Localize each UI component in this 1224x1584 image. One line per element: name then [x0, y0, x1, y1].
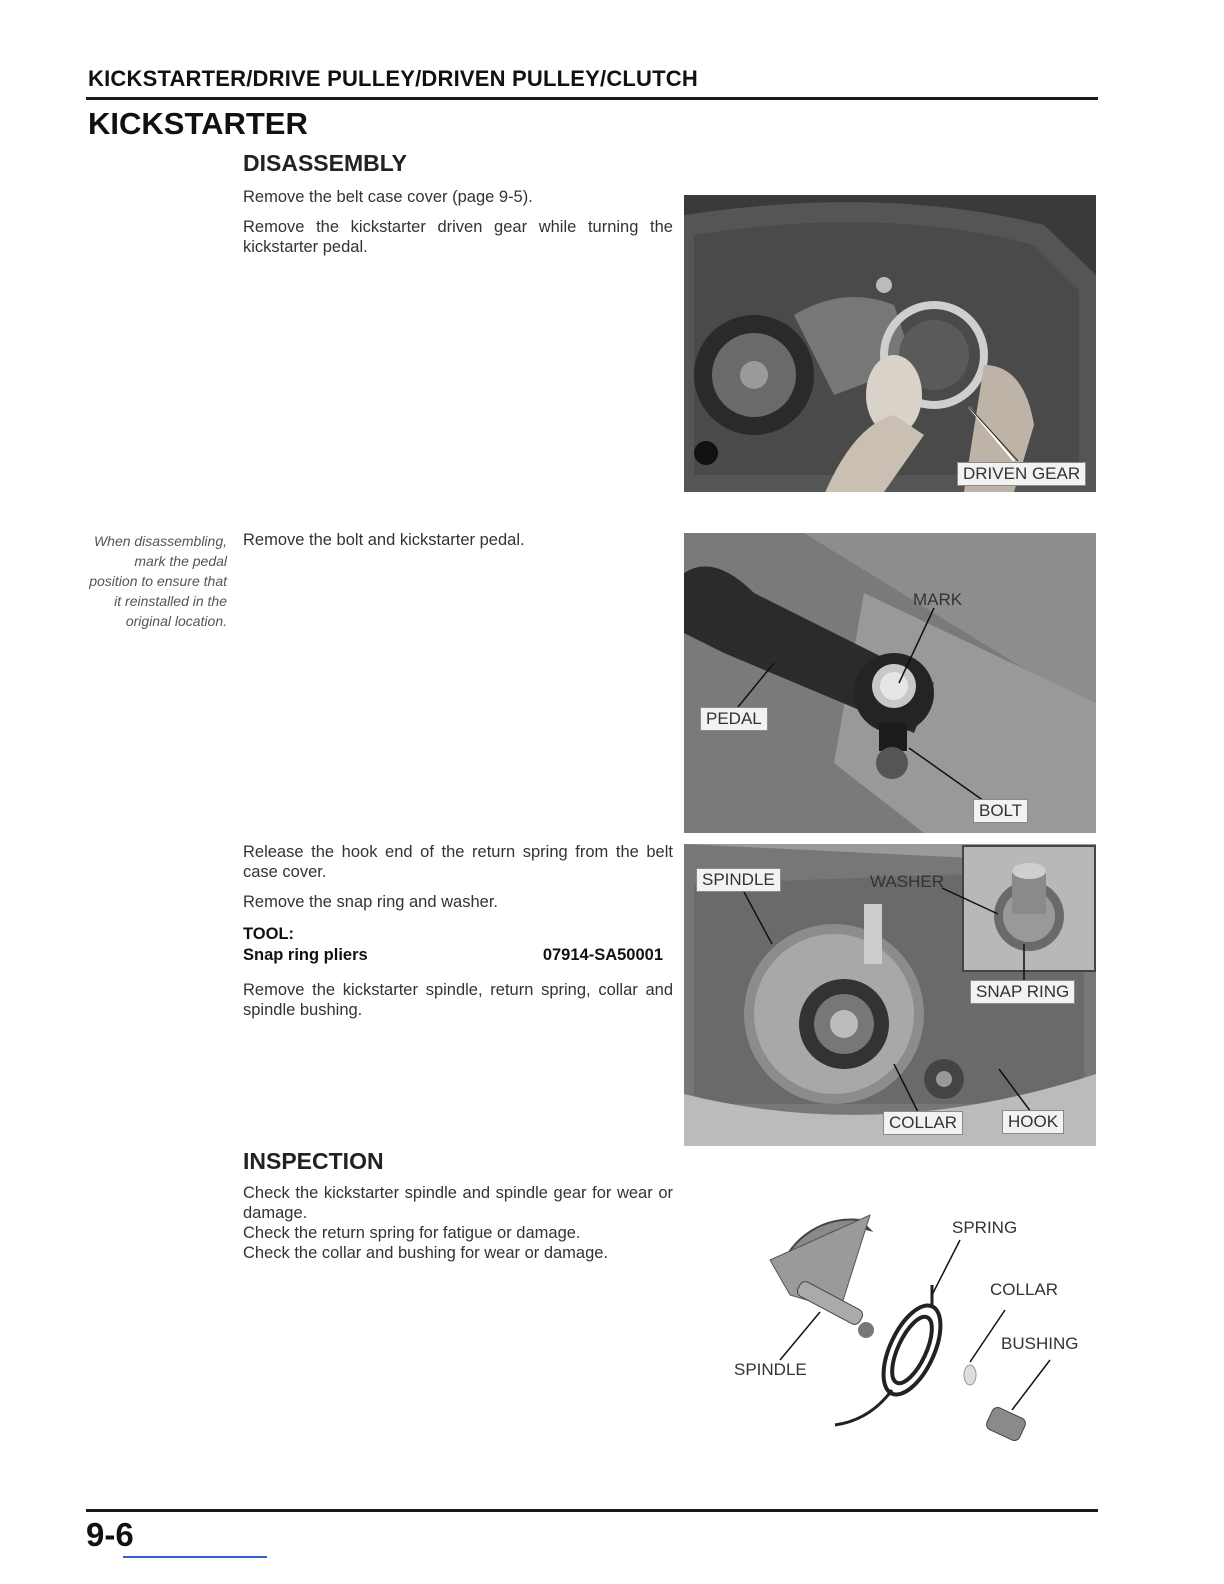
step-remove-cover	[243, 187, 673, 207]
driven-gear-label: DRIVEN GEAR	[957, 462, 1086, 486]
step-1-text: Remove the belt case cover (page 9-5).	[243, 188, 533, 206]
collar-label: COLLAR	[883, 1111, 963, 1135]
inspection-heading: INSPECTION	[243, 1148, 384, 1174]
step-remove-pedal	[243, 530, 673, 550]
spring-label: SPRING	[952, 1218, 1018, 1237]
page-number: 9-6	[86, 1516, 134, 1553]
collar-part-label: COLLAR	[990, 1280, 1059, 1299]
header-rule	[86, 97, 1098, 100]
step-5-text: Remove the snap ring and washer.	[243, 893, 498, 911]
step-3-text: Remove the bolt and kickstarter pedal.	[243, 531, 525, 549]
tool-heading: TOOL:	[243, 925, 295, 943]
spindle-photo	[684, 844, 1096, 1146]
step-2-text: Remove the kickstarter driven gear while turning the kickstarter pedal.	[243, 218, 673, 256]
pedal-label: PEDAL	[700, 707, 768, 731]
spindle-label: SPINDLE	[696, 868, 781, 892]
snap-ring-label: SNAP RING	[970, 980, 1075, 1004]
step-release-hook	[243, 842, 673, 882]
link-underline[interactable]	[123, 1556, 267, 1558]
step-remove-spindle	[243, 980, 673, 1020]
inspection-line-2: Check the return spring for fatigue or damage.	[243, 1224, 581, 1242]
running-head: KICKSTARTER/DRIVE PULLEY/DRIVEN PULLEY/CLUTCH	[88, 66, 698, 91]
parts-drawing	[720, 1200, 1100, 1470]
washer-label: WASHER	[870, 872, 944, 891]
tool-row	[243, 946, 663, 965]
pedal-illustration	[684, 533, 1096, 833]
bolt-label: BOLT	[973, 799, 1028, 823]
hook-label: HOOK	[1002, 1110, 1064, 1134]
step-4-text: Release the hook end of the return spring from the belt case cover.	[243, 843, 673, 881]
mark-label: MARK	[913, 590, 963, 609]
spindle-part-label: SPINDLE	[734, 1360, 807, 1379]
driven-gear-illustration	[684, 195, 1096, 492]
inspection-line-3: Check the collar and bushing for wear or damage.	[243, 1244, 609, 1262]
footer-rule	[86, 1509, 1098, 1512]
step-remove-driven-gear	[243, 217, 673, 257]
inspection-line-1: Check the kickstarter spindle and spindle gear for wear or damage.	[243, 1184, 673, 1222]
tool-name: Snap ring pliers	[243, 946, 368, 964]
disassembly-heading: DISASSEMBLY	[243, 150, 408, 176]
bushing-label: BUSHING	[1001, 1334, 1079, 1353]
step-remove-snap-ring	[243, 892, 673, 912]
driven-gear-photo	[684, 195, 1096, 492]
inspection-text	[243, 1183, 673, 1263]
pedal-photo	[684, 533, 1096, 833]
tool-code: 07914-SA50001	[542, 946, 663, 964]
step-6-text: Remove the kickstarter spindle, return spring, collar and spindle bushing.	[243, 981, 673, 1019]
section-title: KICKSTARTER	[88, 106, 308, 141]
side-note: When disassembling, mark the pedal position to ensure that it reinstalled in the original location.	[89, 533, 227, 629]
